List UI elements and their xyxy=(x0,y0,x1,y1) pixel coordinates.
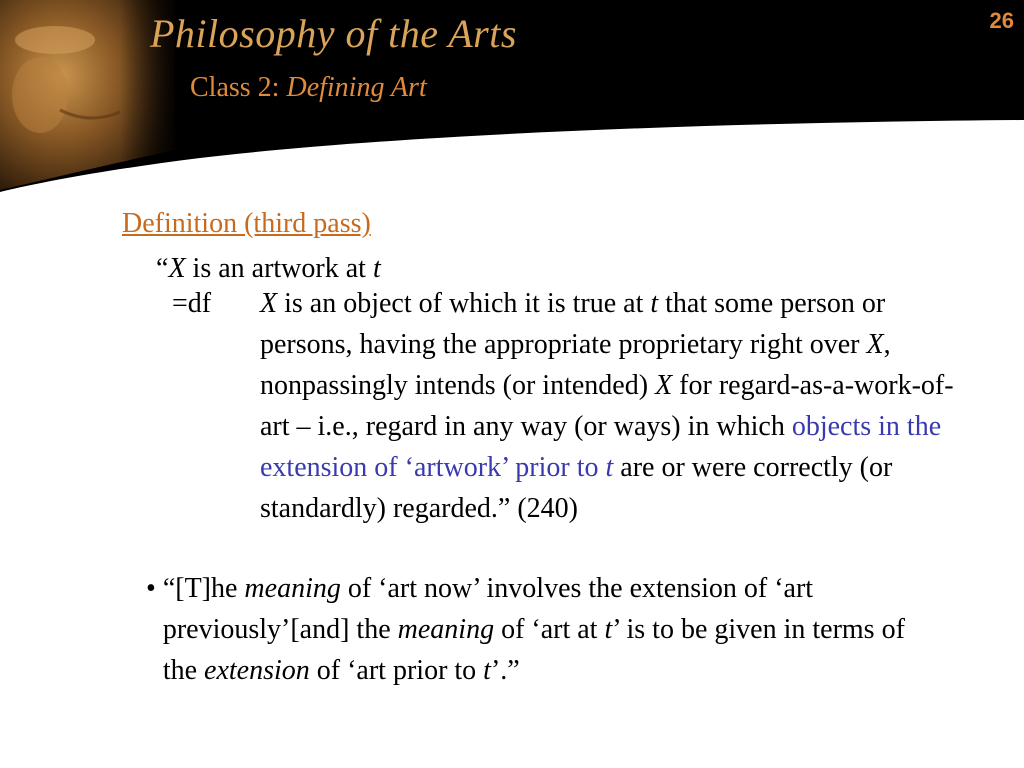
bullet-item xyxy=(146,568,926,691)
series-title: Philosophy of the Arts xyxy=(150,11,517,56)
quote-line: “X is an artwork at t xyxy=(156,253,381,284)
class-title: Class 2: Defining Art xyxy=(190,72,427,103)
df-label: =df xyxy=(172,288,212,319)
bullet-text: “[T]he meaning of ‘art now’ involves the extension of ‘art previously’[and] the meaning of ‘art at t’ is to be given in terms of the extension of ‘art prior to t’.” xyxy=(162,573,905,686)
definition-body: X is an object of which it is true at t that some person or persons, having the appropriate proprietary right over X, nonpassingly intends (or intended) X for regard-as-a-work-of-art – i.e., regard in any way (or ways) in which objects in the extension of ‘artwork’ prior to t are or were correctly (or standardly) regarded.” (240) xyxy=(260,288,954,524)
definition-heading: Definition (third pass) xyxy=(122,208,371,239)
slide-header xyxy=(0,0,1024,200)
bullet-marker: • xyxy=(146,573,156,604)
highlighted-phrase: objects in the extension of ‘artwork’ prior to t xyxy=(260,411,942,483)
slide-number: 26 xyxy=(989,8,1014,33)
